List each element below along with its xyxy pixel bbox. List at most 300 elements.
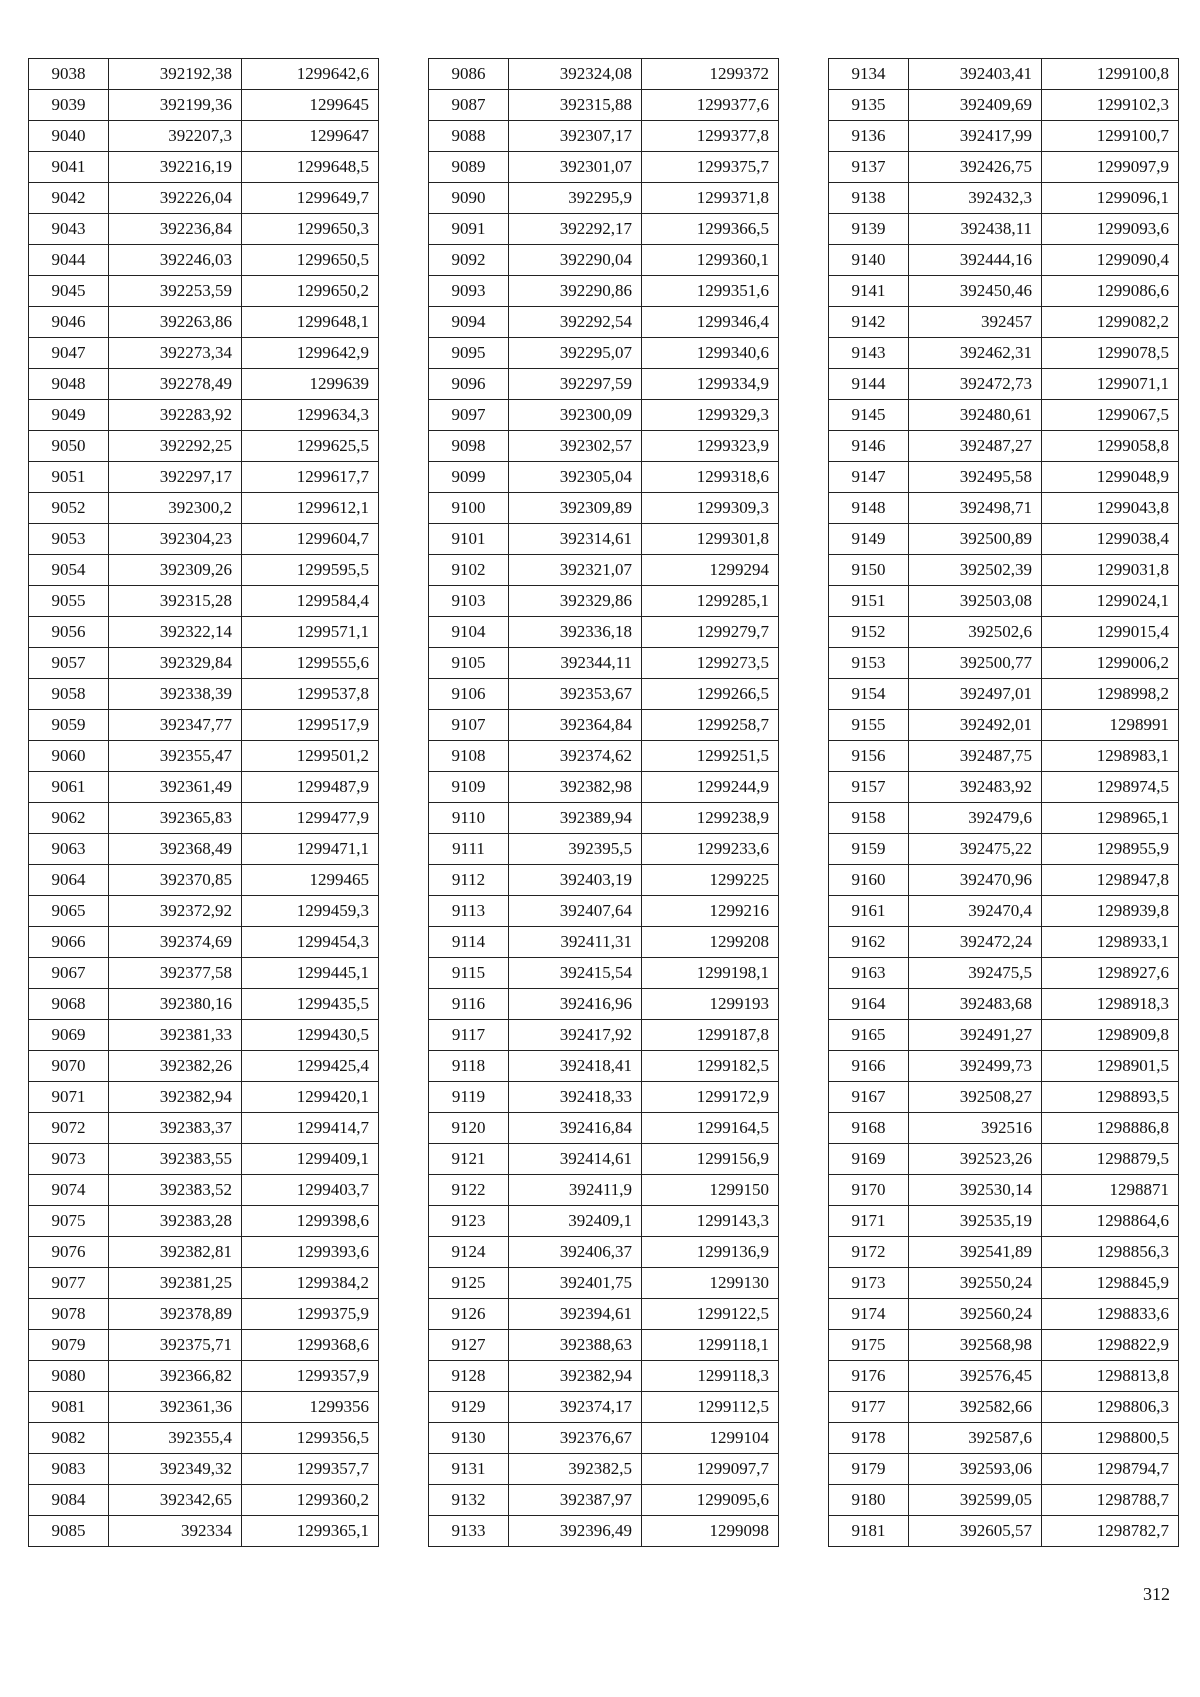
y-coordinate-cell: 1299403,7 xyxy=(242,1175,379,1206)
y-coordinate-cell: 1299251,5 xyxy=(642,741,779,772)
y-coordinate-cell: 1298955,9 xyxy=(1042,834,1179,865)
table-row xyxy=(29,152,379,183)
table-row xyxy=(29,1299,379,1330)
table-row xyxy=(429,183,779,214)
table-row xyxy=(29,59,379,90)
coordinates-table-2 xyxy=(428,58,779,1547)
x-coordinate-cell: 392321,07 xyxy=(509,555,642,586)
point-number-cell: 9164 xyxy=(829,989,909,1020)
x-coordinate-cell: 392487,27 xyxy=(909,431,1042,462)
x-coordinate-cell: 392307,17 xyxy=(509,121,642,152)
y-coordinate-cell: 1299143,3 xyxy=(642,1206,779,1237)
table-row xyxy=(829,152,1179,183)
table-row xyxy=(429,1516,779,1547)
x-coordinate-cell: 392414,61 xyxy=(509,1144,642,1175)
point-number-cell: 9060 xyxy=(29,741,109,772)
y-coordinate-cell: 1299130 xyxy=(642,1268,779,1299)
x-coordinate-cell: 392409,1 xyxy=(509,1206,642,1237)
x-coordinate-cell: 392263,86 xyxy=(109,307,242,338)
point-number-cell: 9098 xyxy=(429,431,509,462)
y-coordinate-cell: 1299279,7 xyxy=(642,617,779,648)
y-coordinate-cell: 1299487,9 xyxy=(242,772,379,803)
point-number-cell: 9171 xyxy=(829,1206,909,1237)
y-coordinate-cell: 1299356,5 xyxy=(242,1423,379,1454)
x-coordinate-cell: 392499,73 xyxy=(909,1051,1042,1082)
point-number-cell: 9105 xyxy=(429,648,509,679)
x-coordinate-cell: 392292,54 xyxy=(509,307,642,338)
table-row xyxy=(429,1330,779,1361)
y-coordinate-cell: 1299309,3 xyxy=(642,493,779,524)
point-number-cell: 9181 xyxy=(829,1516,909,1547)
point-number-cell: 9136 xyxy=(829,121,909,152)
point-number-cell: 9039 xyxy=(29,90,109,121)
table-row xyxy=(829,1299,1179,1330)
x-coordinate-cell: 392324,08 xyxy=(509,59,642,90)
table-row xyxy=(829,741,1179,772)
y-coordinate-cell: 1299642,9 xyxy=(242,338,379,369)
table-row xyxy=(829,834,1179,865)
point-number-cell: 9081 xyxy=(29,1392,109,1423)
x-coordinate-cell: 392374,69 xyxy=(109,927,242,958)
x-coordinate-cell: 392541,89 xyxy=(909,1237,1042,1268)
y-coordinate-cell: 1298794,7 xyxy=(1042,1454,1179,1485)
x-coordinate-cell: 392381,33 xyxy=(109,1020,242,1051)
y-coordinate-cell: 1299233,6 xyxy=(642,834,779,865)
point-number-cell: 9155 xyxy=(829,710,909,741)
table-row xyxy=(429,1020,779,1051)
y-coordinate-cell: 1299384,2 xyxy=(242,1268,379,1299)
table-row xyxy=(829,1423,1179,1454)
table-row xyxy=(829,927,1179,958)
x-coordinate-cell: 392500,77 xyxy=(909,648,1042,679)
y-coordinate-cell: 1299375,9 xyxy=(242,1299,379,1330)
x-coordinate-cell: 392355,47 xyxy=(109,741,242,772)
point-number-cell: 9083 xyxy=(29,1454,109,1485)
point-number-cell: 9048 xyxy=(29,369,109,400)
table-row xyxy=(429,338,779,369)
y-coordinate-cell: 1298845,9 xyxy=(1042,1268,1179,1299)
table-row xyxy=(29,400,379,431)
x-coordinate-cell: 392516 xyxy=(909,1113,1042,1144)
table-row xyxy=(29,1082,379,1113)
point-number-cell: 9170 xyxy=(829,1175,909,1206)
point-number-cell: 9141 xyxy=(829,276,909,307)
point-number-cell: 9180 xyxy=(829,1485,909,1516)
x-coordinate-cell: 392418,41 xyxy=(509,1051,642,1082)
point-number-cell: 9106 xyxy=(429,679,509,710)
y-coordinate-cell: 1298918,3 xyxy=(1042,989,1179,1020)
point-number-cell: 9084 xyxy=(29,1485,109,1516)
point-number-cell: 9110 xyxy=(429,803,509,834)
y-coordinate-cell: 1298833,6 xyxy=(1042,1299,1179,1330)
point-number-cell: 9080 xyxy=(29,1361,109,1392)
point-number-cell: 9082 xyxy=(29,1423,109,1454)
x-coordinate-cell: 392415,54 xyxy=(509,958,642,989)
y-coordinate-cell: 1299648,5 xyxy=(242,152,379,183)
y-coordinate-cell: 1299193 xyxy=(642,989,779,1020)
y-coordinate-cell: 1298871 xyxy=(1042,1175,1179,1206)
point-number-cell: 9071 xyxy=(29,1082,109,1113)
coordinates-table-3 xyxy=(828,58,1179,1547)
y-coordinate-cell: 1298813,8 xyxy=(1042,1361,1179,1392)
x-coordinate-cell: 392530,14 xyxy=(909,1175,1042,1206)
table-row xyxy=(29,276,379,307)
point-number-cell: 9142 xyxy=(829,307,909,338)
x-coordinate-cell: 392338,39 xyxy=(109,679,242,710)
x-coordinate-cell: 392295,07 xyxy=(509,338,642,369)
x-coordinate-cell: 392295,9 xyxy=(509,183,642,214)
y-coordinate-cell: 1299377,8 xyxy=(642,121,779,152)
table-row xyxy=(429,1361,779,1392)
x-coordinate-cell: 392487,75 xyxy=(909,741,1042,772)
table-row xyxy=(29,648,379,679)
point-number-cell: 9120 xyxy=(429,1113,509,1144)
table-row xyxy=(829,1082,1179,1113)
table-row xyxy=(829,214,1179,245)
y-coordinate-cell: 1299595,5 xyxy=(242,555,379,586)
table-row xyxy=(829,245,1179,276)
point-number-cell: 9059 xyxy=(29,710,109,741)
y-coordinate-cell: 1298782,7 xyxy=(1042,1516,1179,1547)
point-number-cell: 9163 xyxy=(829,958,909,989)
point-number-cell: 9161 xyxy=(829,896,909,927)
table-row xyxy=(29,679,379,710)
table-row xyxy=(429,865,779,896)
table-row xyxy=(429,369,779,400)
y-coordinate-cell: 1299371,8 xyxy=(642,183,779,214)
point-number-cell: 9069 xyxy=(29,1020,109,1051)
y-coordinate-cell: 1299465 xyxy=(242,865,379,896)
table-row xyxy=(29,1392,379,1423)
table-row xyxy=(429,1237,779,1268)
point-number-cell: 9159 xyxy=(829,834,909,865)
y-coordinate-cell: 1299198,1 xyxy=(642,958,779,989)
point-number-cell: 9061 xyxy=(29,772,109,803)
point-number-cell: 9052 xyxy=(29,493,109,524)
x-coordinate-cell: 392355,4 xyxy=(109,1423,242,1454)
x-coordinate-cell: 392470,4 xyxy=(909,896,1042,927)
x-coordinate-cell: 392236,84 xyxy=(109,214,242,245)
point-number-cell: 9145 xyxy=(829,400,909,431)
table-row xyxy=(429,958,779,989)
point-number-cell: 9077 xyxy=(29,1268,109,1299)
x-coordinate-cell: 392383,28 xyxy=(109,1206,242,1237)
x-coordinate-cell: 392426,75 xyxy=(909,152,1042,183)
x-coordinate-cell: 392438,11 xyxy=(909,214,1042,245)
table-row xyxy=(829,431,1179,462)
y-coordinate-cell: 1299372 xyxy=(642,59,779,90)
table-row xyxy=(429,741,779,772)
point-number-cell: 9103 xyxy=(429,586,509,617)
y-coordinate-cell: 1299238,9 xyxy=(642,803,779,834)
point-number-cell: 9041 xyxy=(29,152,109,183)
point-number-cell: 9128 xyxy=(429,1361,509,1392)
x-coordinate-cell: 392432,3 xyxy=(909,183,1042,214)
y-coordinate-cell: 1299612,1 xyxy=(242,493,379,524)
point-number-cell: 9115 xyxy=(429,958,509,989)
point-number-cell: 9109 xyxy=(429,772,509,803)
point-number-cell: 9090 xyxy=(429,183,509,214)
table-row xyxy=(429,679,779,710)
point-number-cell: 9167 xyxy=(829,1082,909,1113)
y-coordinate-cell: 1299357,9 xyxy=(242,1361,379,1392)
table-row xyxy=(829,865,1179,896)
y-coordinate-cell: 1298864,6 xyxy=(1042,1206,1179,1237)
x-coordinate-cell: 392226,04 xyxy=(109,183,242,214)
point-number-cell: 9135 xyxy=(829,90,909,121)
y-coordinate-cell: 1299360,2 xyxy=(242,1485,379,1516)
table-row xyxy=(429,1175,779,1206)
table-row xyxy=(29,865,379,896)
y-coordinate-cell: 1298879,5 xyxy=(1042,1144,1179,1175)
point-number-cell: 9078 xyxy=(29,1299,109,1330)
y-coordinate-cell: 1299100,7 xyxy=(1042,121,1179,152)
y-coordinate-cell: 1299647 xyxy=(242,121,379,152)
x-coordinate-cell: 392290,04 xyxy=(509,245,642,276)
point-number-cell: 9169 xyxy=(829,1144,909,1175)
point-number-cell: 9100 xyxy=(429,493,509,524)
point-number-cell: 9101 xyxy=(429,524,509,555)
table-row xyxy=(429,772,779,803)
table-row xyxy=(29,214,379,245)
y-coordinate-cell: 1298939,8 xyxy=(1042,896,1179,927)
table-row xyxy=(829,803,1179,834)
y-coordinate-cell: 1299323,9 xyxy=(642,431,779,462)
table-row xyxy=(29,1051,379,1082)
table-row xyxy=(29,834,379,865)
point-number-cell: 9179 xyxy=(829,1454,909,1485)
point-number-cell: 9044 xyxy=(29,245,109,276)
x-coordinate-cell: 392483,92 xyxy=(909,772,1042,803)
table-row xyxy=(829,1361,1179,1392)
x-coordinate-cell: 392374,62 xyxy=(509,741,642,772)
x-coordinate-cell: 392497,01 xyxy=(909,679,1042,710)
point-number-cell: 9107 xyxy=(429,710,509,741)
table-row xyxy=(829,1454,1179,1485)
x-coordinate-cell: 392382,5 xyxy=(509,1454,642,1485)
x-coordinate-cell: 392300,09 xyxy=(509,400,642,431)
point-number-cell: 9118 xyxy=(429,1051,509,1082)
x-coordinate-cell: 392396,49 xyxy=(509,1516,642,1547)
y-coordinate-cell: 1298822,9 xyxy=(1042,1330,1179,1361)
table-row xyxy=(29,307,379,338)
y-coordinate-cell: 1299208 xyxy=(642,927,779,958)
y-coordinate-cell: 1299537,8 xyxy=(242,679,379,710)
y-coordinate-cell: 1299258,7 xyxy=(642,710,779,741)
x-coordinate-cell: 392535,19 xyxy=(909,1206,1042,1237)
x-coordinate-cell: 392361,36 xyxy=(109,1392,242,1423)
x-coordinate-cell: 392336,18 xyxy=(509,617,642,648)
table-row xyxy=(29,1423,379,1454)
x-coordinate-cell: 392495,58 xyxy=(909,462,1042,493)
x-coordinate-cell: 392292,17 xyxy=(509,214,642,245)
x-coordinate-cell: 392368,49 xyxy=(109,834,242,865)
x-coordinate-cell: 392305,04 xyxy=(509,462,642,493)
x-coordinate-cell: 392409,69 xyxy=(909,90,1042,121)
x-coordinate-cell: 392382,26 xyxy=(109,1051,242,1082)
point-number-cell: 9172 xyxy=(829,1237,909,1268)
x-coordinate-cell: 392417,92 xyxy=(509,1020,642,1051)
y-coordinate-cell: 1299098 xyxy=(642,1516,779,1547)
y-coordinate-cell: 1298983,1 xyxy=(1042,741,1179,772)
point-number-cell: 9099 xyxy=(429,462,509,493)
point-number-cell: 9174 xyxy=(829,1299,909,1330)
coordinates-table-1 xyxy=(28,58,379,1547)
point-number-cell: 9157 xyxy=(829,772,909,803)
point-number-cell: 9073 xyxy=(29,1144,109,1175)
table-row xyxy=(29,1237,379,1268)
y-coordinate-cell: 1299038,4 xyxy=(1042,524,1179,555)
x-coordinate-cell: 392480,61 xyxy=(909,400,1042,431)
x-coordinate-cell: 392344,11 xyxy=(509,648,642,679)
table-row xyxy=(429,245,779,276)
table-row xyxy=(429,927,779,958)
y-coordinate-cell: 1299571,1 xyxy=(242,617,379,648)
table-row xyxy=(29,772,379,803)
x-coordinate-cell: 392523,26 xyxy=(909,1144,1042,1175)
y-coordinate-cell: 1299015,4 xyxy=(1042,617,1179,648)
y-coordinate-cell: 1299584,4 xyxy=(242,586,379,617)
x-coordinate-cell: 392192,38 xyxy=(109,59,242,90)
table-row xyxy=(829,524,1179,555)
point-number-cell: 9137 xyxy=(829,152,909,183)
point-number-cell: 9144 xyxy=(829,369,909,400)
y-coordinate-cell: 1299097,7 xyxy=(642,1454,779,1485)
table-row xyxy=(829,276,1179,307)
x-coordinate-cell: 392383,55 xyxy=(109,1144,242,1175)
x-coordinate-cell: 392387,97 xyxy=(509,1485,642,1516)
x-coordinate-cell: 392315,88 xyxy=(509,90,642,121)
y-coordinate-cell: 1299634,3 xyxy=(242,400,379,431)
x-coordinate-cell: 392309,26 xyxy=(109,555,242,586)
table-row xyxy=(429,648,779,679)
point-number-cell: 9066 xyxy=(29,927,109,958)
x-coordinate-cell: 392582,66 xyxy=(909,1392,1042,1423)
y-coordinate-cell: 1299377,6 xyxy=(642,90,779,121)
y-coordinate-cell: 1299067,5 xyxy=(1042,400,1179,431)
table-row xyxy=(429,59,779,90)
y-coordinate-cell: 1298800,5 xyxy=(1042,1423,1179,1454)
point-number-cell: 9124 xyxy=(429,1237,509,1268)
table-row xyxy=(829,1392,1179,1423)
y-coordinate-cell: 1299414,7 xyxy=(242,1113,379,1144)
y-coordinate-cell: 1298965,1 xyxy=(1042,803,1179,834)
x-coordinate-cell: 392550,24 xyxy=(909,1268,1042,1299)
y-coordinate-cell: 1299187,8 xyxy=(642,1020,779,1051)
table-row xyxy=(29,462,379,493)
x-coordinate-cell: 392500,89 xyxy=(909,524,1042,555)
y-coordinate-cell: 1298893,5 xyxy=(1042,1082,1179,1113)
x-coordinate-cell: 392450,46 xyxy=(909,276,1042,307)
x-coordinate-cell: 392498,71 xyxy=(909,493,1042,524)
point-number-cell: 9108 xyxy=(429,741,509,772)
point-number-cell: 9045 xyxy=(29,276,109,307)
y-coordinate-cell: 1299086,6 xyxy=(1042,276,1179,307)
table-row xyxy=(829,989,1179,1020)
x-coordinate-cell: 392364,84 xyxy=(509,710,642,741)
x-coordinate-cell: 392395,5 xyxy=(509,834,642,865)
point-number-cell: 9134 xyxy=(829,59,909,90)
x-coordinate-cell: 392411,31 xyxy=(509,927,642,958)
point-number-cell: 9093 xyxy=(429,276,509,307)
table-row xyxy=(429,1206,779,1237)
y-coordinate-cell: 1299366,5 xyxy=(642,214,779,245)
x-coordinate-cell: 392599,05 xyxy=(909,1485,1042,1516)
table-row xyxy=(29,431,379,462)
y-coordinate-cell: 1299357,7 xyxy=(242,1454,379,1485)
point-number-cell: 9146 xyxy=(829,431,909,462)
point-number-cell: 9047 xyxy=(29,338,109,369)
y-coordinate-cell: 1298806,3 xyxy=(1042,1392,1179,1423)
table-row xyxy=(429,1299,779,1330)
x-coordinate-cell: 392416,84 xyxy=(509,1113,642,1144)
x-coordinate-cell: 392297,59 xyxy=(509,369,642,400)
x-coordinate-cell: 392315,28 xyxy=(109,586,242,617)
x-coordinate-cell: 392576,45 xyxy=(909,1361,1042,1392)
x-coordinate-cell: 392365,83 xyxy=(109,803,242,834)
point-number-cell: 9072 xyxy=(29,1113,109,1144)
y-coordinate-cell: 1299346,4 xyxy=(642,307,779,338)
table-row xyxy=(29,1330,379,1361)
point-number-cell: 9119 xyxy=(429,1082,509,1113)
y-coordinate-cell: 1299118,1 xyxy=(642,1330,779,1361)
table-row xyxy=(29,524,379,555)
x-coordinate-cell: 392301,07 xyxy=(509,152,642,183)
point-number-cell: 9050 xyxy=(29,431,109,462)
point-number-cell: 9127 xyxy=(429,1330,509,1361)
y-coordinate-cell: 1299273,5 xyxy=(642,648,779,679)
page-number: 312 xyxy=(1143,1584,1170,1604)
table-row xyxy=(429,896,779,927)
x-coordinate-cell: 392309,89 xyxy=(509,493,642,524)
table-row xyxy=(829,369,1179,400)
y-coordinate-cell: 1299244,9 xyxy=(642,772,779,803)
table-row xyxy=(429,400,779,431)
table-row xyxy=(29,617,379,648)
table-row xyxy=(829,896,1179,927)
table-row xyxy=(829,1206,1179,1237)
x-coordinate-cell: 392283,92 xyxy=(109,400,242,431)
point-number-cell: 9177 xyxy=(829,1392,909,1423)
point-number-cell: 9132 xyxy=(429,1485,509,1516)
x-coordinate-cell: 392568,98 xyxy=(909,1330,1042,1361)
point-number-cell: 9040 xyxy=(29,121,109,152)
y-coordinate-cell: 1299649,7 xyxy=(242,183,379,214)
point-number-cell: 9062 xyxy=(29,803,109,834)
y-coordinate-cell: 1299517,9 xyxy=(242,710,379,741)
table-row xyxy=(29,1020,379,1051)
x-coordinate-cell: 392290,86 xyxy=(509,276,642,307)
x-coordinate-cell: 392378,89 xyxy=(109,1299,242,1330)
y-coordinate-cell: 1299118,3 xyxy=(642,1361,779,1392)
table-row xyxy=(429,1144,779,1175)
table-row xyxy=(429,1051,779,1082)
y-coordinate-cell: 1299078,5 xyxy=(1042,338,1179,369)
table-row xyxy=(829,307,1179,338)
point-number-cell: 9104 xyxy=(429,617,509,648)
table-row xyxy=(429,834,779,865)
table-row xyxy=(429,989,779,1020)
point-number-cell: 9056 xyxy=(29,617,109,648)
x-coordinate-cell: 392444,16 xyxy=(909,245,1042,276)
table-row xyxy=(29,1516,379,1547)
table-row xyxy=(29,1206,379,1237)
x-coordinate-cell: 392418,33 xyxy=(509,1082,642,1113)
table-row xyxy=(829,1516,1179,1547)
point-number-cell: 9057 xyxy=(29,648,109,679)
x-coordinate-cell: 392246,03 xyxy=(109,245,242,276)
y-coordinate-cell: 1298901,5 xyxy=(1042,1051,1179,1082)
